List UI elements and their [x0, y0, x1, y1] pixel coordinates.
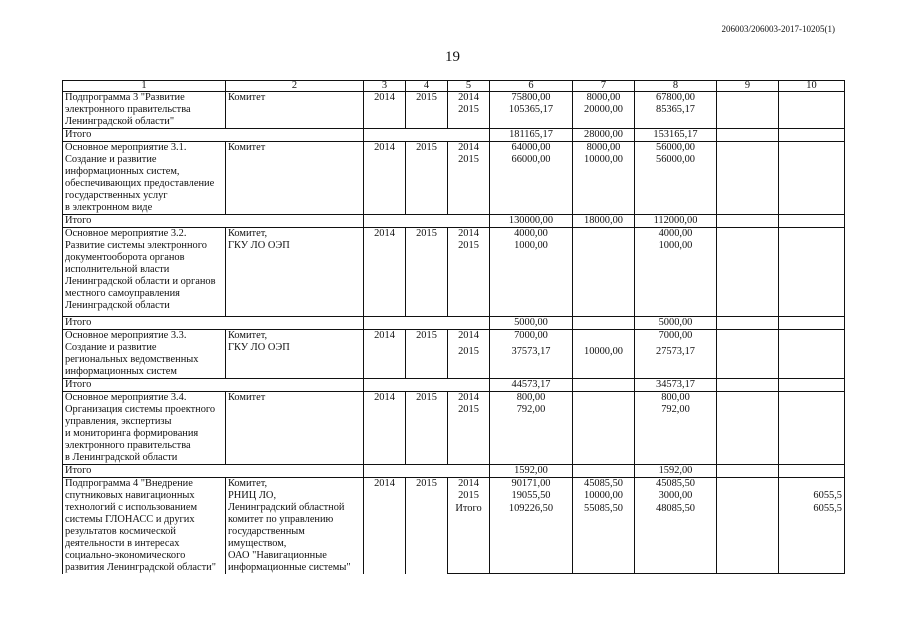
subtotal-empty — [406, 316, 448, 329]
subtotal-federal: 18000,00 — [573, 215, 635, 228]
table-row — [63, 477, 845, 490]
regional-amount: 7000,00 — [635, 329, 717, 346]
total-amount: 105365,17 — [490, 104, 573, 128]
column-header: 9 — [717, 81, 779, 92]
other-amount: 6055,5 — [779, 503, 845, 573]
table-row — [63, 391, 845, 404]
year-cell: Итого — [448, 503, 490, 573]
subtotal-regional: 34573,17 — [635, 378, 717, 391]
regional-amount: 27573,17 — [635, 346, 717, 378]
local-amount — [717, 228, 779, 241]
column-header: 10 — [779, 81, 845, 92]
start-year: 2014 — [364, 477, 406, 574]
subtotal-empty — [779, 316, 845, 329]
total-amount: 19055,50 — [490, 490, 573, 503]
column-header: 6 — [490, 81, 573, 92]
federal-amount: 45085,50 — [573, 477, 635, 490]
local-amount — [717, 329, 779, 346]
subtotal-row — [63, 316, 845, 329]
activity-name: Основное мероприятие 3.4. Организация системы проектного управления, экспертизы и мониторинга формирования электронного правительства в Ленинградской области — [63, 391, 226, 464]
end-year: 2015 — [406, 329, 448, 378]
other-amount — [779, 240, 845, 316]
regional-amount: 4000,00 — [635, 228, 717, 241]
local-amount — [717, 240, 779, 316]
subtotal-empty — [717, 215, 779, 228]
subtotal-label: Итого — [63, 378, 364, 391]
activity-name: Подпрограмма 3 "Развитие электронного правительства Ленинградской области" — [63, 92, 226, 129]
year-cell: 2015 — [448, 240, 490, 316]
executor: Комитет, ГКУ ЛО ОЭП — [226, 329, 364, 378]
local-amount — [717, 346, 779, 378]
subtotal-total: 1592,00 — [490, 464, 573, 477]
subtotal-federal — [573, 378, 635, 391]
page-number: 19 — [445, 49, 460, 65]
executor: Комитет — [226, 92, 364, 129]
other-amount — [779, 329, 845, 346]
subtotal-empty — [448, 464, 490, 477]
total-amount: 792,00 — [490, 404, 573, 464]
regional-amount: 67800,00 — [635, 92, 717, 105]
year-cell: 2014 — [448, 228, 490, 241]
executor: Комитет — [226, 142, 364, 215]
start-year: 2014 — [364, 329, 406, 378]
local-amount — [717, 142, 779, 155]
start-year: 2014 — [364, 92, 406, 129]
local-amount — [717, 404, 779, 464]
activity-name: Основное мероприятие 3.3. Создание и развитие региональных ведомственных информационных систем — [63, 329, 226, 378]
federal-amount — [573, 404, 635, 464]
subtotal-empty — [364, 215, 406, 228]
subtotal-total: 181165,17 — [490, 129, 573, 142]
year-cell: 2015 — [448, 490, 490, 503]
subtotal-total: 5000,00 — [490, 316, 573, 329]
subtotal-empty — [406, 464, 448, 477]
regional-amount: 48085,50 — [635, 503, 717, 573]
other-amount — [779, 104, 845, 128]
subtotal-label: Итого — [63, 316, 364, 329]
total-amount: 75800,00 — [490, 92, 573, 105]
subtotal-federal — [573, 464, 635, 477]
federal-amount: 10000,00 — [573, 154, 635, 214]
activity-name: Основное мероприятие 3.1. Создание и развитие информационных систем, обеспечивающих предоставление государственных услуг в электронном виде — [63, 142, 226, 215]
regional-amount: 85365,17 — [635, 104, 717, 128]
subtotal-total: 44573,17 — [490, 378, 573, 391]
year-cell: 2014 — [448, 391, 490, 404]
year-cell: 2014 — [448, 329, 490, 346]
subtotal-empty — [448, 215, 490, 228]
federal-amount: 55085,50 — [573, 503, 635, 573]
table-row — [63, 142, 845, 155]
subtotal-federal: 28000,00 — [573, 129, 635, 142]
executor: Комитет, ГКУ ЛО ОЭП — [226, 228, 364, 317]
federal-amount — [573, 228, 635, 241]
year-cell: 2014 — [448, 477, 490, 490]
total-amount: 90171,00 — [490, 477, 573, 490]
federal-amount: 10000,00 — [573, 346, 635, 378]
other-amount — [779, 477, 845, 490]
other-amount — [779, 228, 845, 241]
subtotal-federal — [573, 316, 635, 329]
subtotal-regional: 5000,00 — [635, 316, 717, 329]
header-row — [63, 81, 845, 92]
subtotal-empty — [406, 378, 448, 391]
start-year: 2014 — [364, 391, 406, 464]
subtotal-empty — [779, 129, 845, 142]
regional-amount: 1000,00 — [635, 240, 717, 316]
subtotal-empty — [406, 215, 448, 228]
year-cell: 2015 — [448, 346, 490, 378]
regional-amount: 3000,00 — [635, 490, 717, 503]
subtotal-label: Итого — [63, 464, 364, 477]
start-year: 2014 — [364, 228, 406, 317]
subtotal-empty — [717, 316, 779, 329]
subtotal-empty — [448, 129, 490, 142]
subtotal-row — [63, 215, 845, 228]
activity-name: Основное мероприятие 3.2. Развитие системы электронного документооборота органов исполнительной власти Ленинградской области и органов местного самоуправления Ленинградской области — [63, 228, 226, 317]
subtotal-empty — [364, 129, 406, 142]
subtotal-empty — [717, 129, 779, 142]
year-cell: 2015 — [448, 404, 490, 464]
executor: Комитет, РНИЦ ЛО, Ленинградский областной комитет по управлению государственным имуществом, ОАО "Навигационные информационные системы" — [226, 477, 364, 574]
executor: Комитет — [226, 391, 364, 464]
total-amount: 109226,50 — [490, 503, 573, 573]
subtotal-label: Итого — [63, 215, 364, 228]
subtotal-empty — [779, 378, 845, 391]
total-amount: 37573,17 — [490, 346, 573, 378]
federal-amount: 10000,00 — [573, 490, 635, 503]
year-cell: 2015 — [448, 154, 490, 214]
total-amount: 66000,00 — [490, 154, 573, 214]
subtotal-label: Итого — [63, 129, 364, 142]
end-year: 2015 — [406, 92, 448, 129]
column-header: 5 — [448, 81, 490, 92]
subtotal-empty — [364, 464, 406, 477]
subtotal-row — [63, 464, 845, 477]
other-amount — [779, 346, 845, 378]
subtotal-empty — [717, 378, 779, 391]
subtotal-empty — [406, 129, 448, 142]
funding-table — [62, 80, 845, 574]
local-amount — [717, 154, 779, 214]
local-amount — [717, 503, 779, 573]
regional-amount: 45085,50 — [635, 477, 717, 490]
table-row — [63, 329, 845, 346]
local-amount — [717, 477, 779, 490]
end-year: 2015 — [406, 228, 448, 317]
regional-amount: 56000,00 — [635, 142, 717, 155]
other-amount — [779, 404, 845, 464]
regional-amount: 56000,00 — [635, 154, 717, 214]
federal-amount — [573, 391, 635, 404]
other-amount — [779, 391, 845, 404]
document-id: 206003/206003-2017-10205(1) — [721, 24, 835, 34]
subtotal-empty — [779, 215, 845, 228]
local-amount — [717, 490, 779, 503]
subtotal-empty — [448, 378, 490, 391]
federal-amount: 8000,00 — [573, 142, 635, 155]
total-amount: 7000,00 — [490, 329, 573, 346]
subtotal-empty — [779, 464, 845, 477]
column-header: 3 — [364, 81, 406, 92]
other-amount: 6055,5 — [779, 490, 845, 503]
year-cell: 2014 — [448, 92, 490, 105]
total-amount: 64000,00 — [490, 142, 573, 155]
subtotal-empty — [717, 464, 779, 477]
subtotal-empty — [364, 316, 406, 329]
regional-amount: 800,00 — [635, 391, 717, 404]
subtotal-regional: 1592,00 — [635, 464, 717, 477]
end-year: 2015 — [406, 477, 448, 574]
other-amount — [779, 154, 845, 214]
local-amount — [717, 104, 779, 128]
other-amount — [779, 92, 845, 105]
total-amount: 4000,00 — [490, 228, 573, 241]
start-year: 2014 — [364, 142, 406, 215]
federal-amount: 8000,00 — [573, 92, 635, 105]
column-header: 1 — [63, 81, 226, 92]
federal-amount — [573, 240, 635, 316]
subtotal-row — [63, 378, 845, 391]
subtotal-empty — [448, 316, 490, 329]
regional-amount: 792,00 — [635, 404, 717, 464]
subtotal-regional: 153165,17 — [635, 129, 717, 142]
subtotal-empty — [364, 378, 406, 391]
end-year: 2015 — [406, 142, 448, 215]
local-amount — [717, 391, 779, 404]
year-cell: 2014 — [448, 142, 490, 155]
total-amount: 1000,00 — [490, 240, 573, 316]
federal-amount: 20000,00 — [573, 104, 635, 128]
other-amount — [779, 142, 845, 155]
subtotal-regional: 112000,00 — [635, 215, 717, 228]
column-header: 8 — [635, 81, 717, 92]
federal-amount — [573, 329, 635, 346]
table-row — [63, 228, 845, 241]
year-cell: 2015 — [448, 104, 490, 128]
subtotal-total: 130000,00 — [490, 215, 573, 228]
end-year: 2015 — [406, 391, 448, 464]
local-amount — [717, 92, 779, 105]
column-header: 4 — [406, 81, 448, 92]
total-amount: 800,00 — [490, 391, 573, 404]
activity-name: Подпрограмма 4 "Внедрение спутниковых навигационных технологий с использованием системы ГЛОНАСС и других результатов космической деятельности в интересах социально-экономического развития Ленинградской области" — [63, 477, 226, 574]
subtotal-row — [63, 129, 845, 142]
column-header: 7 — [573, 81, 635, 92]
column-header: 2 — [226, 81, 364, 92]
table-row — [63, 92, 845, 105]
